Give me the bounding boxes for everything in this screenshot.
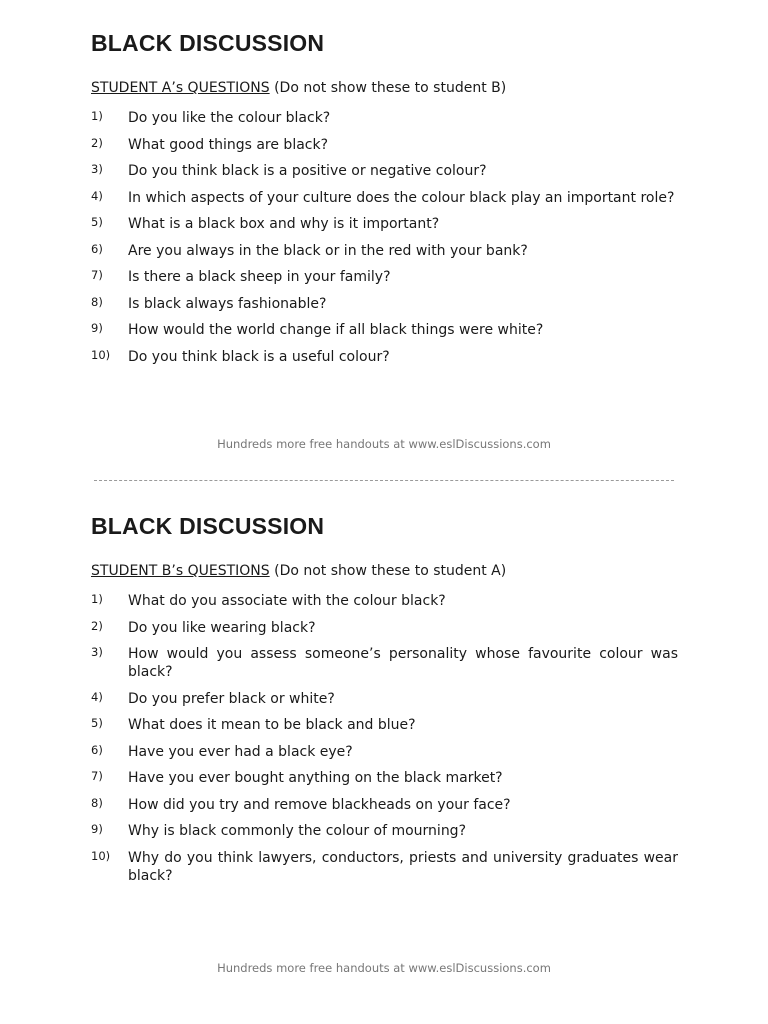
question-item [91,716,678,734]
question-number: 8) [91,294,103,309]
question-number: 5) [91,215,103,229]
question-item [91,743,678,761]
subtitle-heading: STUDENT A’s QUESTIONS [91,80,270,96]
question-item [91,109,678,127]
question-number: 3) [91,645,103,659]
question-text: Do you like wearing black? [128,619,316,636]
question-text: Do you think black is a useful colour? [128,348,390,365]
question-text: Do you think black is a positive or negative colour? [128,163,487,179]
question-item [91,348,678,366]
question-number: 8) [91,795,103,810]
question-text: How would the world change if all black things were white? [128,322,544,338]
question-text: What is a black box and why is it important? [128,216,440,232]
question-item [91,215,678,233]
question-text: How did you try and remove blackheads on your face? [128,796,511,813]
question-number: 2) [91,618,103,633]
question-number: 2) [91,135,103,150]
question-text: What do you associate with the colour black? [128,593,446,609]
question-text: Do you like the colour black? [128,110,331,126]
student-a-section [91,30,678,374]
section-subtitle [91,562,678,580]
question-text: What does it mean to be black and blue? [128,717,416,733]
question-item [91,189,678,207]
question-text: Are you always in the black or in the red with your bank? [128,242,528,259]
question-item [91,849,678,885]
question-list [91,109,678,366]
question-number: 4) [91,188,103,203]
question-text: Have you ever had a black eye? [128,743,353,760]
question-text: Is black always fashionable? [128,295,327,312]
footer-credit: Hundreds more free handouts at www.eslDiscussions.com [217,961,551,975]
question-number: 5) [91,716,103,730]
question-text: How would you assess someone’s personality whose favourite colour was black? [128,646,678,680]
question-number: 7) [91,769,103,783]
question-number: 1) [91,592,103,606]
question-text: Is there a black sheep in your family? [128,269,391,285]
question-item [91,295,678,313]
question-item [91,769,678,787]
question-number: 3) [91,162,103,176]
question-number: 9) [91,321,103,335]
question-item [91,162,678,180]
question-list [91,592,678,885]
question-number: 7) [91,268,103,282]
question-item [91,690,678,708]
question-text: Why do you think lawyers, conductors, priests and university graduates wear black? [128,849,678,884]
page-title: BLACK DISCUSSION [91,513,325,539]
question-item [91,136,678,154]
section-subtitle [91,79,678,97]
cut-divider [94,480,674,481]
question-text: Why is black commonly the colour of mourning? [128,823,467,839]
question-number: 10) [91,347,111,362]
question-item [91,592,678,610]
student-b-section [91,513,678,893]
question-item [91,796,678,814]
subtitle-note: (Do not show these to student A) [269,563,507,579]
question-number: 1) [91,109,103,123]
question-item [91,645,678,681]
question-number: 9) [91,822,103,836]
question-number: 6) [91,241,103,256]
page-title: BLACK DISCUSSION [91,30,325,56]
question-text: What good things are black? [128,136,329,153]
question-number: 10) [91,848,111,863]
question-item [91,321,678,339]
question-number: 6) [91,742,103,757]
question-item [91,242,678,260]
question-number: 4) [91,689,103,704]
question-text: In which aspects of your culture does the colour black play an important role? [128,189,675,206]
question-text: Do you prefer black or white? [128,690,335,707]
question-text: Have you ever bought anything on the black market? [128,770,503,786]
question-item [91,619,678,637]
subtitle-note: (Do not show these to student B) [269,80,507,96]
question-item [91,822,678,840]
subtitle-heading: STUDENT B’s QUESTIONS [91,563,270,579]
footer-credit: Hundreds more free handouts at www.eslDiscussions.com [217,437,551,451]
question-item [91,268,678,286]
